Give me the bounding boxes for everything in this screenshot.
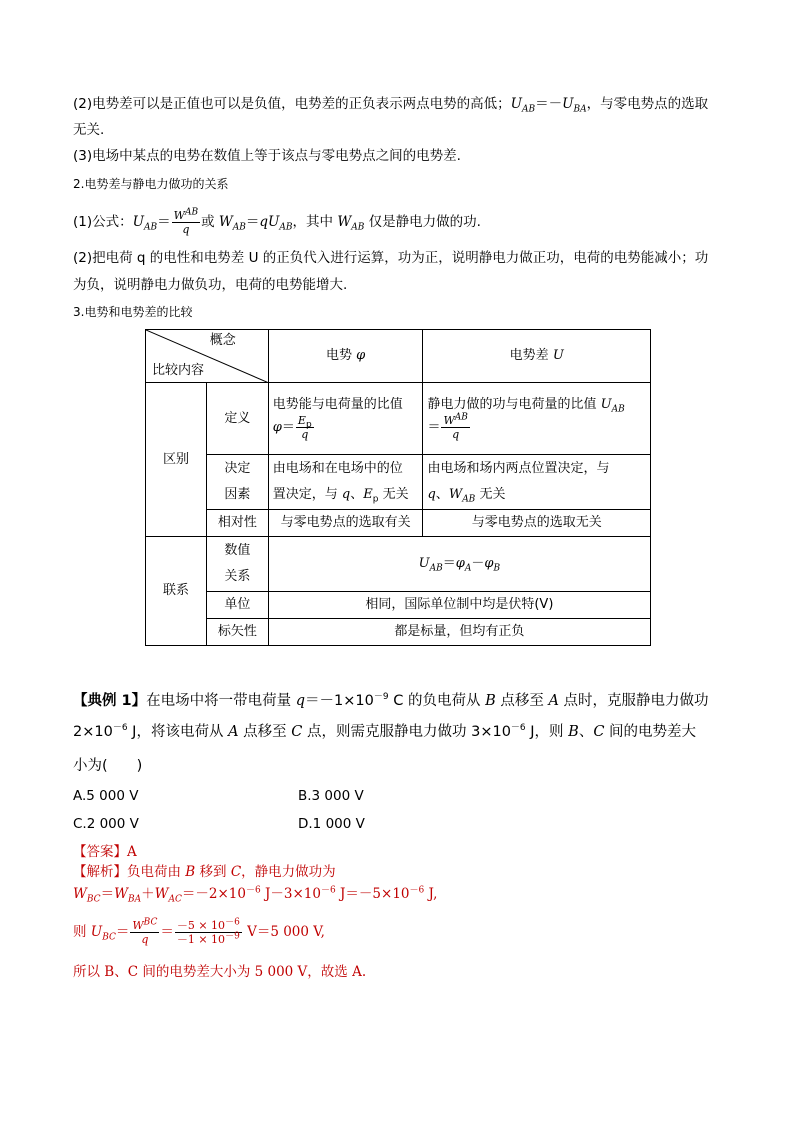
- option-c[interactable]: C.2 000 V: [73, 816, 139, 832]
- row-label-numeric: 数值 关系: [206, 537, 268, 592]
- cell-numeric-relation: $U_{AB}=\varphi_A-\varphi_B$: [268, 537, 650, 592]
- table-header-row: [146, 330, 651, 383]
- row-label-relativity: 相对性: [206, 510, 268, 537]
- cell-unit: 相同，国际单位制中均是伏特(V): [268, 592, 650, 619]
- option-b[interactable]: B.3 000 V: [298, 788, 364, 804]
- analysis-line-2: $W_{BC}=W_{BA}+W_{AC}=-2\times 10^{-6}$ $J-3\times 10^{-6}$ $J=-5\times 10^{-6}$ J,: [73, 885, 438, 905]
- cell-definition-potential: 电势能与电荷量的比值 φ＝ $\frac{E_p}{q}$: [268, 383, 423, 455]
- text-segment: ，与零电势点的选取: [586, 96, 709, 112]
- row-label-unit: 单位: [206, 592, 268, 619]
- text-segment: (2)电势差可以是正值也可以是负值，电势差的正负表示两点电势的高低；: [73, 96, 511, 112]
- group-connection: 联系: [146, 537, 207, 646]
- table-row-factors: [146, 455, 651, 510]
- row-label-factors: 决定 因素: [206, 455, 268, 510]
- cell-factors-potential: 由电场和在电场中的位 置决定，与 q、$E_p$ 无关: [268, 455, 423, 510]
- header-potential-difference: 电势差 U: [423, 330, 651, 383]
- header-potential: 电势 φ: [268, 330, 423, 383]
- example-line-3: 小为( ): [73, 758, 143, 774]
- paragraph-continuation: 无关.: [73, 122, 105, 138]
- option-d[interactable]: D.1 000 V: [298, 816, 365, 832]
- table-row-vector: [146, 619, 651, 646]
- comparison-table: [145, 329, 651, 646]
- formula-line: (1)公式：$U_{AB}=$ $\frac{W^{AB}}{q}$ 或 $W_{AB}=qU_{AB}$，其中 $W_{AB}$ 仅是静电力做的功.: [73, 206, 481, 236]
- section-heading-work-relation: 2.电势差与静电力做功的关系: [73, 177, 229, 191]
- paragraph-sign-of-potential-difference: (2)电势差可以是正值也可以是负值，电势差的正负表示两点电势的高低；$U_{AB}=-U_{BA}$，与零电势点的选取: [73, 96, 709, 115]
- table-row-numeric: [146, 537, 651, 592]
- analysis-line-3: 则 $U_{BC}=$ $\frac{W^{BC}}{q}$ ＝ $\frac{-5 \times 10^{-6}}{-1 \times 10^{-9}}$ V＝5 000 V,: [73, 917, 325, 946]
- cell-relativity-potential: 与零电势点的选取有关: [268, 510, 423, 537]
- cell-factors-difference: 由电场和场内两点位置决定，与 q、$W_{AB}$ 无关: [423, 455, 651, 510]
- analysis-line-4: 所以 B、C 间的电势差大小为 5 000 V，故选 A.: [73, 964, 367, 980]
- fraction-ep-over-q: $\frac{E_p}{q}$: [297, 414, 312, 441]
- example-line-1: 【典例 1】在电场中将一带电荷量 $q=-1\times 10^{-9}$ C 的负电荷从 B 点移至 A 点时，克服静电力做功: [73, 692, 709, 709]
- cell-definition-difference: 静电力做的功与电荷量的比值 $U_{AB}$ ＝ $\frac{W^{AB}}{q}$: [423, 383, 651, 455]
- cell-relativity-difference: 与零电势点的选取无关: [423, 510, 651, 537]
- diagonal-header-cell: [146, 330, 269, 383]
- section-heading-comparison: 3.电势和电势差的比较: [73, 305, 193, 319]
- fraction-numeric: $\frac{-5 \times 10^{-6}}{-1 \times 10^{-9}}$: [176, 917, 240, 946]
- fraction-w-over-q: $\frac{W^{AB}}{q}$: [173, 206, 199, 236]
- header-concept: 概念: [209, 333, 236, 348]
- row-label-definition: 定义: [206, 383, 268, 455]
- formula-label: (1)公式：: [73, 214, 133, 230]
- header-compare: 比较内容: [152, 363, 205, 378]
- analysis-line-1: 【解析】负电荷由 B 移到 C，静电力做功为: [73, 864, 336, 880]
- example-tag: 【典例 1】: [73, 693, 147, 709]
- table-row-unit: [146, 592, 651, 619]
- paragraph-potential-value: (3)电场中某点的电势在数值上等于该点与零电势点之间的电势差.: [73, 148, 461, 164]
- table-row-relativity: [146, 510, 651, 537]
- fraction-wbc-over-q: $\frac{W^{BC}}{q}$: [132, 917, 158, 946]
- example-line-2: $2\times 10^{-6}$ J，将该电荷从 A 点移至 C 点，则需克服静电力做功 $3\times 10^{-6}$ J，则 B、C 间的电势差大: [73, 723, 697, 740]
- fraction-wab-over-q: $\frac{W^{AB}}{q}$: [443, 412, 468, 441]
- answer-label: 【答案】A: [73, 844, 137, 860]
- option-a[interactable]: A.5 000 V: [73, 788, 139, 804]
- group-difference: 区别: [146, 383, 207, 537]
- paragraph-charge-sign: (2)把电荷 q 的电性和电势差 U 的正负代入进行运算，功为正，说明静电力做正功，电荷的电势能减小；功: [73, 250, 709, 266]
- row-label-vector: 标矢性: [206, 619, 268, 646]
- cell-vector: 都是标量，但均有正负: [268, 619, 650, 646]
- paragraph-charge-sign-cont: 为负，说明静电力做负功，电荷的电势能增大.: [73, 277, 348, 293]
- table-row-definition: [146, 383, 651, 455]
